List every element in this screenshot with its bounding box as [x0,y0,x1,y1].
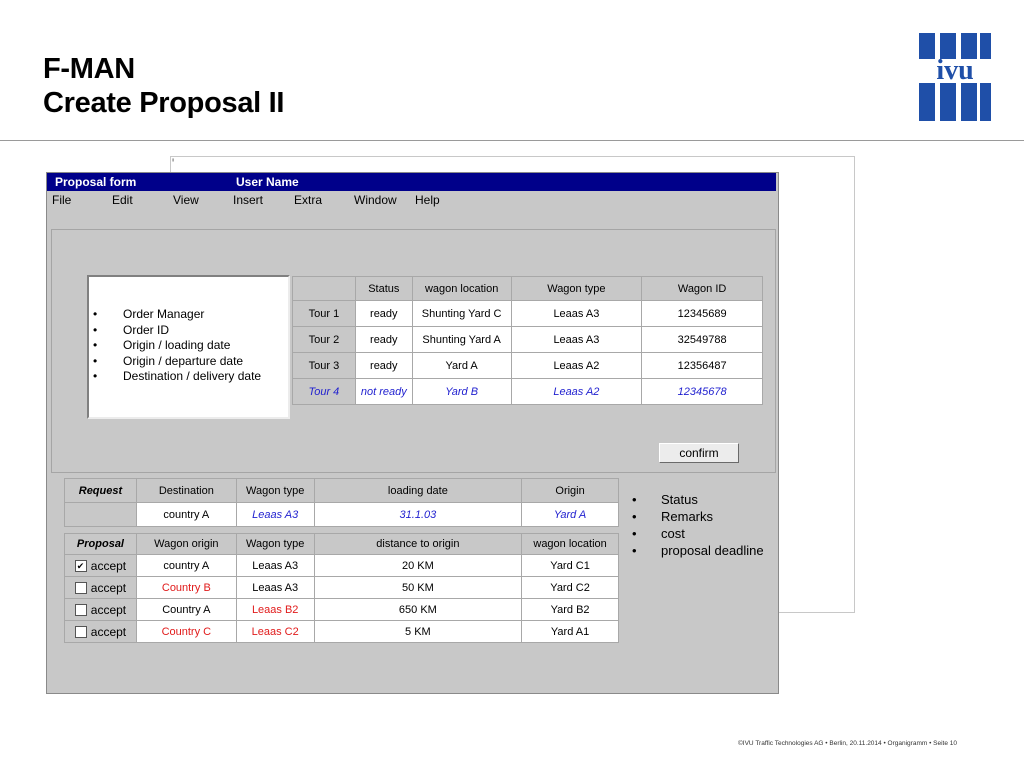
table-row[interactable] [65,555,619,577]
tour-location: Yard B [412,379,511,405]
proposal-origin: Country A [136,599,236,621]
table-row[interactable] [65,621,619,643]
confirm-button[interactable]: confirm [659,443,739,463]
accept-checkbox-icon[interactable] [75,626,87,638]
proposal-origin: Country B [136,577,236,599]
tours-header-type: Wagon type [511,277,642,301]
order-info-list [93,307,261,385]
request-header-type: Wagon type [236,479,314,503]
proposal-header-label: Proposal [65,534,137,555]
proposal-distance: 50 KM [314,577,522,599]
accept-label: accept [90,580,127,595]
proposal-type: Leaas A3 [236,577,314,599]
proposal-distance: 650 KM [314,599,522,621]
menu-file[interactable]: File [52,193,72,207]
list-item: • Remarks [630,508,764,525]
tour-label[interactable]: Tour 1 [293,301,356,327]
slide-title-line1: F-MAN [43,53,135,85]
list-item: • Destination / delivery date [93,369,261,385]
accept-cell[interactable] [65,621,137,643]
tour-label[interactable]: Tour 3 [293,353,356,379]
list-item: • proposal deadline [630,542,764,559]
table-row[interactable] [65,599,619,621]
table-row[interactable] [293,353,763,379]
window-user-name: User Name [236,175,299,189]
tour-location: Shunting Yard A [412,327,511,353]
header-divider [0,140,1024,141]
tour-location: Yard A [412,353,511,379]
tours-header-status: Status [355,277,412,301]
request-header-label: Request [65,479,137,503]
tour-status: not ready [355,379,412,405]
tour-type: Leaas A3 [511,327,642,353]
tour-type: Leaas A2 [511,353,642,379]
accept-cell[interactable] [65,577,137,599]
proposal-header-location: wagon location [522,534,619,555]
table-row[interactable] [65,577,619,599]
window-titlebar[interactable] [47,173,776,191]
tour-type: Leaas A2 [511,379,642,405]
accept-label: accept [90,624,127,639]
proposal-info-list [630,491,764,559]
proposal-location: Yard C2 [522,577,619,599]
slide-footer: ©IVU Traffic Technologies AG • Berlin, 20.11.2014 • Organigramm • Seite 10 [738,740,958,747]
accept-cell[interactable] [65,555,137,577]
tour-id: 12345678 [642,379,763,405]
list-item: • cost [630,525,764,542]
tours-table [292,276,763,405]
request-table [64,478,619,527]
accept-label: accept [90,558,127,573]
tours-header-location: wagon location [412,277,511,301]
menu-view[interactable]: View [173,193,199,207]
proposal-origin: Country C [136,621,236,643]
background-window-tag: ▮ [172,157,175,162]
accept-checkbox-icon[interactable] [75,582,87,594]
table-header-row [65,534,619,555]
list-item: • Order Manager [93,307,261,323]
menu-extra[interactable]: Extra [294,193,323,207]
proposal-location: Yard B2 [522,599,619,621]
menu-insert[interactable]: Insert [233,193,264,207]
tours-header-id: Wagon ID [642,277,763,301]
list-item: • Order ID [93,323,261,339]
proposal-origin: country A [136,555,236,577]
proposal-header-type: Wagon type [236,534,314,555]
request-header-destination: Destination [136,479,236,503]
proposal-location: Yard C1 [522,555,619,577]
request-origin: Yard A [522,503,619,527]
tour-label[interactable]: Tour 4 [293,379,356,405]
menu-bar [47,191,776,209]
request-date: 31.1.03 [314,503,522,527]
slide-title-line2: Create Proposal II [43,87,285,119]
table-header-row [65,479,619,503]
request-destination: country A [136,503,236,527]
request-row-blank [65,503,137,527]
proposal-location: Yard A1 [522,621,619,643]
accept-label: accept [90,602,127,617]
proposal-type: Leaas C2 [236,621,314,643]
proposal-header-distance: distance to origin [314,534,522,555]
list-item: • Origin / loading date [93,338,261,354]
accept-checkbox-checked-icon[interactable] [75,560,87,572]
tour-status: ready [355,327,412,353]
proposal-distance: 20 KM [314,555,522,577]
table-row[interactable] [65,503,619,527]
proposal-type: Leaas B2 [236,599,314,621]
order-info-listbox[interactable] [87,275,290,419]
request-header-date: loading date [314,479,522,503]
proposal-distance: 5 KM [314,621,522,643]
tour-location: Shunting Yard C [412,301,511,327]
tour-type: Leaas A3 [511,301,642,327]
table-header-row [293,277,763,301]
window-title: Proposal form [55,175,137,189]
tour-status: ready [355,301,412,327]
list-item: • Origin / departure date [93,354,261,370]
tours-header-blank [293,277,356,301]
menu-window[interactable]: Window [354,193,397,207]
tour-status: ready [355,353,412,379]
slide-title [43,52,284,120]
accept-checkbox-icon[interactable] [75,604,87,616]
tour-id: 32549788 [642,327,763,353]
ivu-logo-icon [916,33,994,121]
tour-id: 12356487 [642,353,763,379]
request-header-origin: Origin [522,479,619,503]
menu-help[interactable]: Help [415,193,440,207]
tour-id: 12345689 [642,301,763,327]
table-row-selected[interactable] [293,379,763,405]
list-item: • Status [630,491,764,508]
menu-edit[interactable]: Edit [112,193,133,207]
accept-cell[interactable] [65,599,137,621]
proposal-form-window [46,172,779,694]
table-row[interactable] [293,301,763,327]
request-type: Leaas A3 [236,503,314,527]
tour-label[interactable]: Tour 2 [293,327,356,353]
logo-text: ivu [936,55,974,86]
proposal-table [64,533,619,643]
table-row[interactable] [293,327,763,353]
proposal-type: Leaas A3 [236,555,314,577]
proposal-header-origin: Wagon origin [136,534,236,555]
